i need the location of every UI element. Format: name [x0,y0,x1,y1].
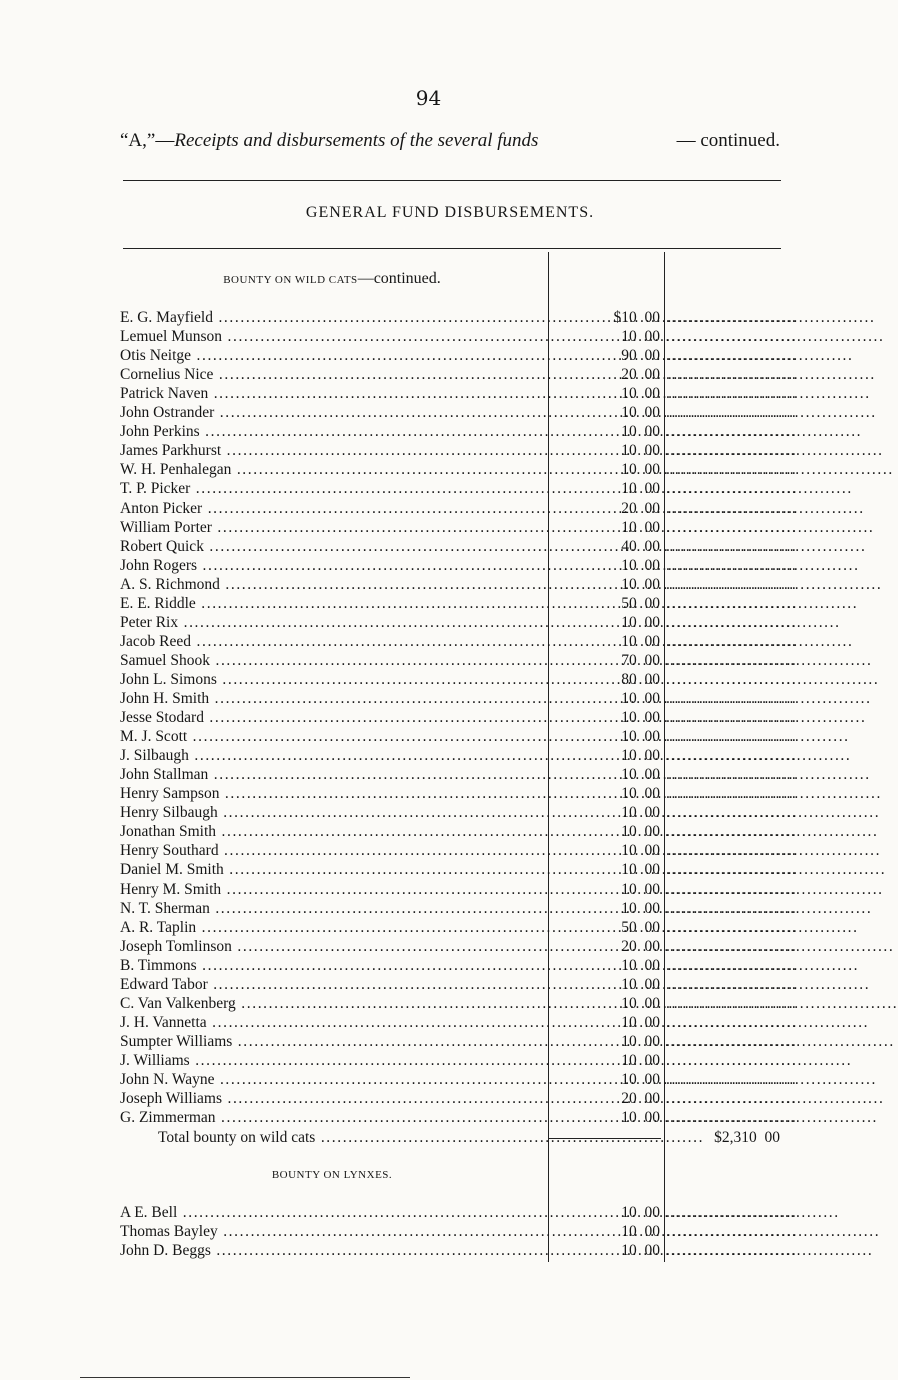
payee-name: G. Zimmerman ..... [120,1108,544,1127]
list-item [120,708,798,727]
list-item [120,575,798,594]
payee-name: M. J. Scott ..... [120,727,544,746]
leader-dots: ........................ [666,366,798,384]
leader-dots: ........................ [666,309,798,326]
wildcats-total-value: $2,310 00 [714,1129,780,1146]
leader-dots: ........................ [666,461,798,479]
list-item [120,1032,798,1051]
list-item [120,822,798,841]
list-item [120,689,798,708]
amount-value: 10 00 [621,575,660,593]
leader-dots: ........................ [666,690,798,707]
leader-dots: ........................ [666,956,798,974]
section-title: GENERAL FUND DISBURSEMENTS. [305,204,595,221]
list-item [120,594,798,613]
payee-name: Henry Sampson ..... [120,784,544,803]
amount-value: 10 00 [621,880,660,898]
payee-name: Daniel M. Smith ..... [120,860,544,879]
wildcats-total-row [120,1128,780,1147]
list-item [120,651,798,670]
payee-name: Sumpter Williams ..... [120,1032,544,1051]
wildcats-subhead-small: BOUNTY ON WILD CATS [223,274,358,286]
leader-dots: ........................ [666,899,798,917]
leader-dots: ........................ [666,651,798,669]
amount-value: 10 00 [621,1204,660,1221]
list-item [120,956,798,975]
payee-name: N. T. Sherman ..... [120,899,544,918]
amount-value: 10 00 [621,423,660,441]
amount-value: 10 00 [621,480,660,498]
list-item [120,746,798,765]
leader-dots: ........................ [666,1051,798,1069]
heading-italic-title: Receipts and disbursements of the several funds [174,130,539,151]
amount-value: 10 00 [621,747,660,765]
payee-name: John Perkins ..... [120,422,544,441]
list-item [120,422,798,441]
leader-dots: ........................ [666,632,798,650]
amount-value: 10 00 [621,994,660,1012]
payee-name: Edward Tabor ..... [120,975,544,994]
amount-value: 10 00 [621,442,660,460]
amount-value: 10 00 [621,328,660,346]
leader-dots: ........................ [666,1032,798,1050]
amount-value: 10 00 [621,766,660,784]
amount-value: 10 00 [621,1242,660,1260]
amount-value: 10 00 [621,785,660,803]
section-rule [123,248,781,249]
payee-name: Henry M. Smith ..... [120,880,544,899]
payee-name: Cornelius Nice ..... [120,365,544,384]
list-item [120,1070,798,1089]
leader-dots: ........................ [666,1109,798,1127]
list-item [120,1051,798,1070]
leader-dots: ........................ [666,842,798,860]
amount-value: 10 00 [621,1013,660,1031]
payee-name: Jonathan Smith ..... [120,822,544,841]
leader-dots: ........................ [666,1013,798,1031]
payee-name: E. E. Riddle ..... [120,594,544,613]
amount-value: 80 00 [621,670,660,688]
leader-dots: ........................ [666,994,798,1012]
list-item [120,975,798,994]
list-item [120,670,798,689]
list-item [120,803,798,822]
amount-value: 10 00 [621,899,660,917]
leader-dots: ........................ [666,347,798,365]
leader-dots: ........................ [666,480,798,498]
amount-value: 10 00 [621,1071,660,1088]
payee-name: John Rogers ..... [120,556,544,575]
amount-value: 10 00 [621,728,660,746]
heading-suffix: — continued. [676,130,780,151]
leader-dots: ........................ [666,880,798,898]
payee-name: E. G. Mayfield ..... [120,308,544,327]
list-item [120,403,798,422]
leader-dots: ........................ [666,785,798,803]
payee-name: Thomas Bayley ..... [120,1222,544,1241]
list-item [120,327,798,346]
amount-value: 10 00 [621,956,660,974]
amount-value: 40 00 [621,537,660,555]
list-item [120,1203,798,1222]
amount-value: 10 00 [621,823,660,841]
payee-name: J. Williams ..... [120,1051,544,1070]
leader-dots: ........................ [666,385,798,403]
list-item [120,632,798,651]
leader-dots: ........................ [666,575,798,593]
amount-value: 50 00 [621,594,660,612]
payee-name: Henry Silbaugh ..... [120,803,544,822]
payee-name: John Stallman ..... [120,765,544,784]
leader-dots: ........................ [666,1223,798,1241]
amount-value: 10 00 [621,404,660,422]
payee-name: Samuel Shook ..... [120,651,544,670]
leader-dots: ........................ [666,861,798,879]
payee-name: John D. Beggs ..... [120,1241,544,1260]
leader-dots: ........................ [666,918,798,936]
payee-name: A. S. Richmond ..... [120,575,544,594]
payee-name: Patrick Naven ..... [120,384,544,403]
leader-dots: ........................ [666,613,798,631]
payee-name: Henry Southard ..... [120,841,544,860]
list-item [120,556,798,575]
list-item [120,518,798,537]
payee-name: John Ostrander ..... [120,403,544,422]
list-item [120,613,798,632]
amount-value: 10 00 [621,861,660,879]
leader-dots: ........................ [666,594,798,612]
amount-value: 10 00 [621,690,660,707]
list-item [120,994,798,1013]
amount-value: 10 00 [621,804,660,822]
payee-name: Lemuel Munson ..... [120,327,544,346]
amount-value: 20 00 [621,937,660,955]
payee-name: Robert Quick ..... [120,537,544,556]
amount-value: 10 00 [621,518,660,536]
leader-dots: ........................ [666,1242,798,1260]
payee-name: W. H. Penhalegan ..... [120,460,544,479]
table-heading [120,130,780,152]
top-rule [123,180,781,181]
payee-name: William Porter ..... [120,518,544,537]
payee-name: J. Silbaugh ..... [120,746,544,765]
list-item [120,1222,798,1241]
list-item [120,537,798,556]
list-item [120,841,798,860]
amount-value: 20 00 [621,366,660,384]
leader-dots: ........................ [666,556,798,574]
leader-dots: ........................ [666,328,798,346]
leader-dots: ........................ [666,747,798,765]
list-item [120,860,798,879]
amount-value: 10 00 [621,709,660,727]
leader-dots: ........................ [666,442,798,460]
list-item [120,479,798,498]
list-item [120,1108,798,1127]
leader-dots: ........................ [666,804,798,822]
leader-dots: ........................ [666,728,798,746]
page-number: 94 [415,86,442,110]
payee-name: B. Timmons ..... [120,956,544,975]
payee-name: C. Van Valkenberg ..... [120,994,544,1013]
leader-dots: ........................ [666,404,798,422]
heading-prefix: “A,”— [120,130,175,151]
leader-dots: ........................ [666,1204,798,1221]
list-item [120,460,798,479]
list-item [120,365,798,384]
amount-value: 10 00 [621,385,660,403]
list-item [120,918,798,937]
amount-value: 70 00 [621,651,660,669]
leader-dots: ........................ [666,823,798,841]
leader-dots: ........................ [666,937,798,955]
payee-name: James Parkhurst ..... [120,441,544,460]
leader-dots: ........................ [666,1090,798,1108]
list-item [120,880,798,899]
leader-dots: ........................ [666,766,798,784]
list-item [120,1089,798,1108]
amount-value: 90 00 [621,347,660,365]
payee-name: J. H. Vannetta ..... [120,1013,544,1032]
leader-dots: ........................ [666,670,798,688]
payee-name: Joseph Williams ..... [120,1089,544,1108]
leader-dots: ........................ [666,537,798,555]
list-item [120,441,798,460]
lynxes-subhead: BOUNTY ON LYNXES. [271,1169,393,1181]
wildcats-subhead [120,270,544,288]
leader-dots: ........................ [666,975,798,993]
payee-name: Anton Picker ..... [120,499,544,518]
leader-dots: ........................ [666,423,798,441]
list-item [120,765,798,784]
amount-value: 10 00 [621,556,660,574]
list-item [120,499,798,518]
amount-value: 50 00 [621,918,660,936]
list-item [120,1241,798,1260]
list-item [120,784,798,803]
payee-name: Jesse Stodard ..... [120,708,544,727]
amount-value: 10 00 [621,1109,660,1127]
amount-value: $10 00 [613,309,660,326]
payee-name: John H. Smith ..... [120,689,544,708]
payee-name: Peter Rix ..... [120,613,544,632]
amount-value: 20 00 [621,1090,660,1108]
amount-value: 10 00 [621,842,660,860]
payee-name: Jacob Reed ..... [120,632,544,651]
list-item [120,308,798,327]
list-item [120,899,798,918]
amount-value: 10 00 [621,1223,660,1241]
footer-rule [80,1377,410,1378]
payee-name: John L. Simons ..... [120,670,544,689]
leader-dots: ........................ [666,709,798,727]
list-item [120,727,798,746]
payee-name: A E. Bell ..... [120,1203,544,1222]
payee-name: Otis Neitge ..... [120,346,544,365]
payee-name: T. P. Picker ..... [120,479,544,498]
list-item [120,346,798,365]
leader-dots: ........................ [666,499,798,517]
wildcats-total-label: Total bounty on wild cats ..... [158,1128,544,1147]
amount-value: 10 00 [621,975,660,993]
list-item [120,384,798,403]
leader-dots: ........................ [666,1071,798,1088]
amount-value: 10 00 [621,1032,660,1050]
payee-name: John N. Wayne ..... [120,1070,544,1089]
amount-value: 10 00 [621,461,660,479]
amount-value: 10 00 [621,632,660,650]
payee-name: Joseph Tomlinson ..... [120,937,544,956]
amount-value: 20 00 [621,499,660,517]
amount-value: 10 00 [621,1051,660,1069]
list-item [120,937,798,956]
list-item [120,1013,798,1032]
amount-value: 10 00 [621,613,660,631]
leader-dots: ........................ [666,518,798,536]
wildcats-subhead-continued: —continued. [357,270,441,287]
payee-name: A. R. Taplin ..... [120,918,544,937]
